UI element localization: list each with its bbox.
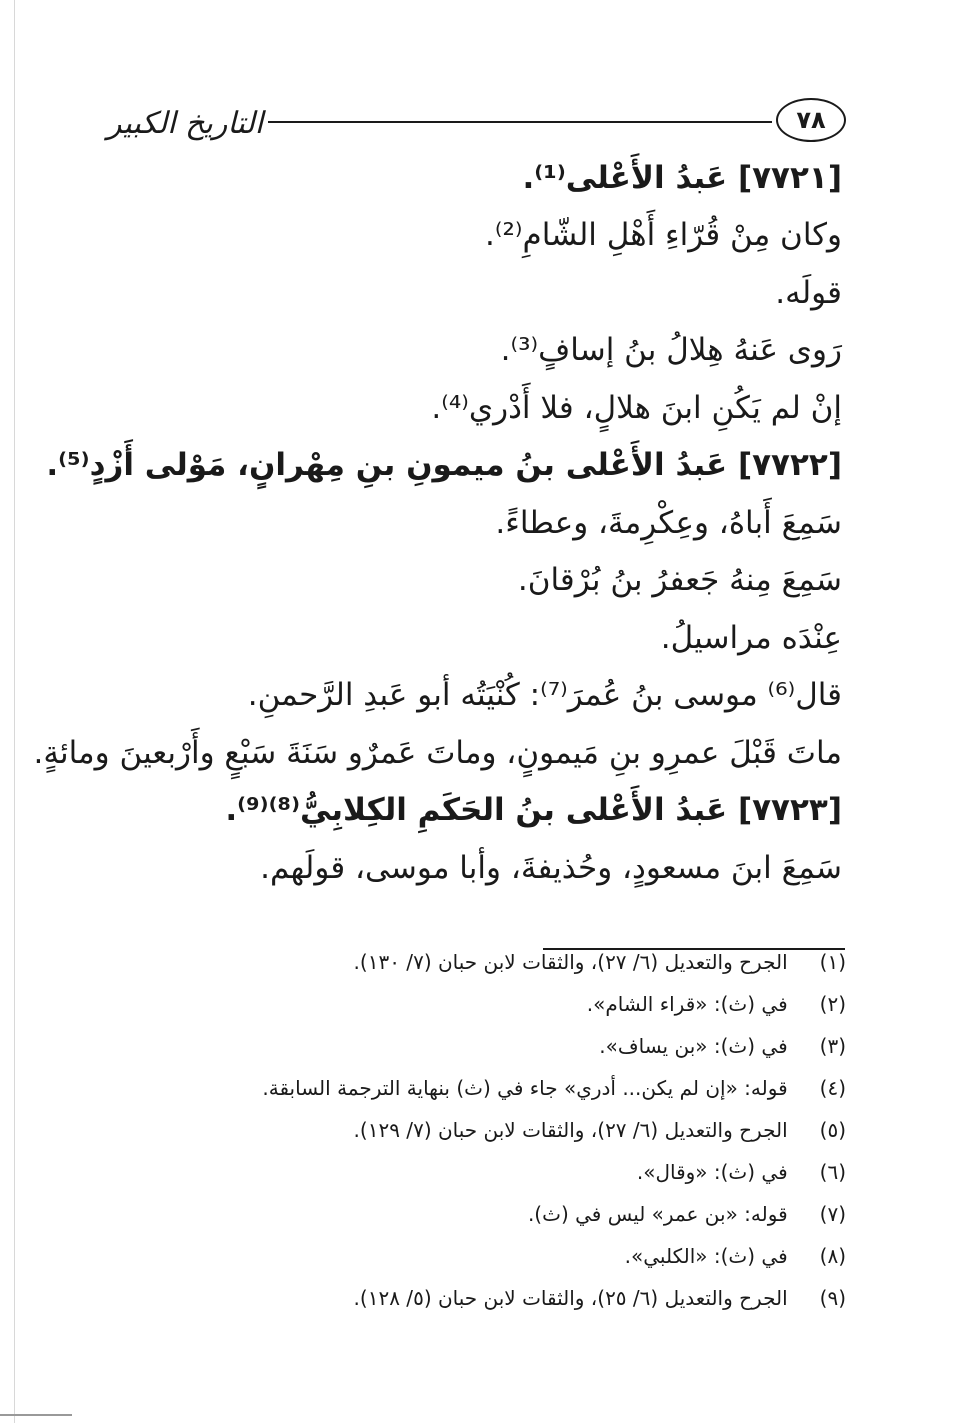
text-line: وكان مِنْ قُرّاءِ أَهْلِ الشّامِ⁽²⁾. — [485, 217, 842, 253]
text-line: عِنْدَه مراسيلُ. — [660, 620, 842, 656]
entry-heading: [٧٧٢٢] عَبدُ الأَعْلى بنُ ميمونِ بنِ مِهْرانٍ، مَوْلى أَزْدٍ⁽⁵⁾. — [46, 447, 842, 483]
footnote-text: الجرح والتعديل (٦/ ٢٧)، والثقات لابن حبان (٧/ ١٣٠). — [353, 950, 788, 974]
footnote — [637, 1160, 846, 1184]
footnote — [354, 1286, 846, 1310]
footnote-number: (٧) — [819, 1202, 846, 1226]
footnote — [528, 1202, 846, 1226]
footnote-text: الجرح والتعديل (٦/ ٢٧)، والثقات لابن حبان (٧/ ١٢٩). — [353, 1118, 788, 1142]
text-line: قولَه. — [775, 275, 842, 311]
text-line: رَوى عَنهُ هِلالُ بنُ إسافٍ⁽³⁾. — [500, 332, 842, 368]
text-line: سَمِعَ مِنهُ جَعفرُ بنُ بُرْقانَ. — [517, 562, 842, 598]
footnote-number: (١) — [819, 950, 846, 974]
footnote — [354, 1118, 846, 1142]
footnote-text: قوله: «بن عمر» ليس في (ث). — [527, 1202, 788, 1226]
text-line: سَمِعَ أَباهُ، وعِكْرِمةَ، وعطاءً. — [495, 505, 842, 541]
text-line: سَمِعَ ابنَ مسعودٍ، وحُذيفةَ، وأبا موسى، قولَهم. — [260, 850, 842, 886]
footnote-number: (٩) — [819, 1286, 846, 1310]
bottom-edge-mark — [0, 1414, 72, 1416]
footnote — [587, 992, 846, 1016]
header-rule — [268, 121, 772, 123]
text-line: ماتَ قَبْلَ عمرِو بنِ مَيمونٍ، وماتَ عَمرٌو سَنَةَ سَبْعٍ وأَرْبعينَ ومائةٍ. — [33, 735, 842, 771]
footnote — [354, 950, 846, 974]
entry-heading: [٧٧٢١] عَبدُ الأَعْلى⁽¹⁾. — [522, 160, 842, 196]
footnote-number: (٣) — [819, 1034, 846, 1058]
text-line: إنْ لم يَكُنِ ابنَ هلالٍ، فلا أَدْري⁽⁴⁾. — [431, 390, 842, 426]
footnote-text: في (ث): «الكلبي». — [624, 1244, 788, 1268]
page-edge-rule — [14, 0, 15, 1423]
footnote — [599, 1034, 846, 1058]
entry-heading: [٧٧٢٣] عَبدُ الأَعْلى بنُ الحَكَمِ الكِلابِيُّ⁽⁸⁾⁽⁹⁾. — [225, 792, 842, 828]
footnote-number: (٤) — [819, 1076, 846, 1100]
running-header-title: التاريخ الكبير — [106, 106, 264, 141]
footnote-text: في (ث): «وقال». — [636, 1160, 788, 1184]
footnote — [625, 1244, 846, 1268]
footnote-number: (٦) — [819, 1160, 846, 1184]
footnote — [262, 1076, 846, 1100]
footnote-text: قوله: «إن لم يكن... أدري» جاء في (ث) بنهاية الترجمة السابقة. — [262, 1076, 788, 1100]
footnote-text: في (ث): «بن يساف». — [599, 1034, 788, 1058]
text-line: قال⁽⁶⁾ موسى بنُ عُمرَ⁽⁷⁾: كُنْيَتُه أبو عَبدِ الرَّحمنِ. — [247, 677, 842, 713]
footnote-number: (٢) — [819, 992, 846, 1016]
footnote-text: في (ث): «قراء الشام». — [586, 992, 788, 1016]
footnote-number: (٨) — [819, 1244, 846, 1268]
footnote-text: الجرح والتعديل (٦/ ٢٥)، والثقات لابن حبان (٥/ ١٢٨). — [353, 1286, 788, 1310]
page-number: ٧٨ — [796, 106, 826, 134]
page-number-oval — [776, 98, 846, 142]
footnote-number: (٥) — [819, 1118, 846, 1142]
